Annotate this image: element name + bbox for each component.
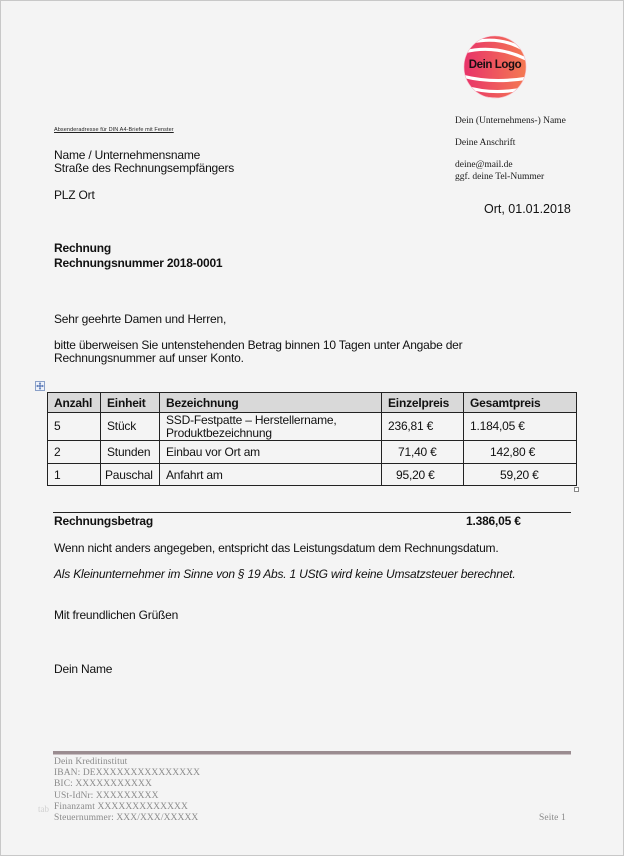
total-value: 1.386,05 €	[466, 514, 521, 528]
recipient-street: Straße des Rechnungsempfängers	[54, 161, 235, 175]
column-header-unit-price: Einzelpreis	[382, 393, 464, 413]
cell-unit: Stück	[101, 413, 160, 441]
cell-description: Einbau vor Ort am	[160, 441, 382, 464]
intro-line-2: Rechnungsnummer auf unser Konto.	[54, 351, 244, 365]
return-address: Absenderadresse für DIN A4-Briefe mit Fenster	[54, 127, 174, 133]
column-header-total-price: Gesamtpreis	[464, 393, 577, 413]
company-logo	[462, 34, 528, 100]
cell-total-price: 59,20 €	[464, 464, 577, 486]
table-header-row	[48, 393, 577, 413]
description-line-2: Produktbezeichnung	[166, 425, 272, 440]
table-row	[48, 441, 577, 464]
invoice-date: Ort, 01.01.2018	[484, 202, 571, 216]
cell-unit: Pauschal	[101, 464, 160, 486]
column-header-quantity: Anzahl	[48, 393, 101, 413]
footer-tax-number: Steuernummer: XXX/XXX/XXXXX	[54, 813, 199, 823]
total-label: Rechnungsbetrag	[54, 514, 154, 528]
description-line-1: SSD-Festpatte – Herstellername,	[166, 412, 337, 427]
cell-total-price: 1.184,05 €	[464, 413, 577, 441]
intro-line-1: bitte überweisen Sie untenstehenden Betrag binnen 10 Tagen unter Angabe der	[54, 338, 463, 352]
footer-tax-office: Finanzamt XXXXXXXXXXXXX	[54, 802, 188, 812]
table-move-handle[interactable]	[35, 381, 45, 391]
invoice-number: Rechnungsnummer 2018-0001	[54, 256, 223, 270]
cell-description: Anfahrt am	[160, 464, 382, 486]
recipient-city: PLZ Ort	[54, 188, 95, 202]
footer-bank: Dein Kreditinstitut	[54, 757, 128, 767]
table-row	[48, 413, 577, 441]
footer-vat-id: USt-IdNr: XXXXXXXXX	[54, 791, 159, 801]
cell-unit: Stunden	[101, 441, 160, 464]
closing-phrase: Mit freundlichen Grüßen	[54, 608, 179, 622]
salutation: Sehr geehrte Damen und Herren,	[54, 312, 227, 326]
table-resize-handle[interactable]	[574, 487, 579, 492]
service-date-note: Wenn nicht anders angegeben, entspricht das Leistungsdatum dem Rechnungsdatum.	[54, 541, 499, 555]
total-divider	[53, 512, 571, 513]
invoice-title: Rechnung	[54, 241, 112, 255]
sender-email: deine@mail.de	[455, 160, 513, 170]
cell-quantity: 5	[48, 413, 101, 441]
invoice-items-table	[47, 392, 577, 486]
cell-total-price: 142,80 €	[464, 441, 577, 464]
recipient-name: Name / Unternehmensname	[54, 148, 201, 162]
move-arrows-icon	[36, 382, 44, 390]
cell-quantity: 1	[48, 464, 101, 486]
footer-bic: BIC: XXXXXXXXXXX	[54, 779, 152, 789]
column-header-unit: Einheit	[101, 393, 160, 413]
cell-quantity: 2	[48, 441, 101, 464]
signature-name: Dein Name	[54, 662, 113, 676]
sender-name: Dein (Unternehmens-) Name	[455, 116, 566, 126]
footer-iban: IBAN: DEXXXXXXXXXXXXXXX	[54, 768, 201, 778]
sender-address: Deine Anschrift	[455, 138, 516, 148]
cell-unit-price: 95,20 €	[382, 464, 464, 486]
watermark-text: tab	[38, 804, 49, 814]
cell-unit-price: 236,81 €	[382, 413, 464, 441]
cell-description	[160, 413, 382, 441]
sender-phone: ggf. deine Tel-Nummer	[455, 172, 545, 182]
logo-text: Dein Logo	[468, 59, 522, 71]
page-number: Seite 1	[539, 813, 566, 823]
table-row	[48, 464, 577, 486]
cell-unit-price: 71,40 €	[382, 441, 464, 464]
column-header-description: Bezeichnung	[160, 393, 382, 413]
tax-exemption-note: Als Kleinunternehmer im Sinne von § 19 Abs. 1 UStG wird keine Umsatzsteuer berechnet.	[54, 567, 516, 581]
footer-divider	[53, 751, 571, 755]
